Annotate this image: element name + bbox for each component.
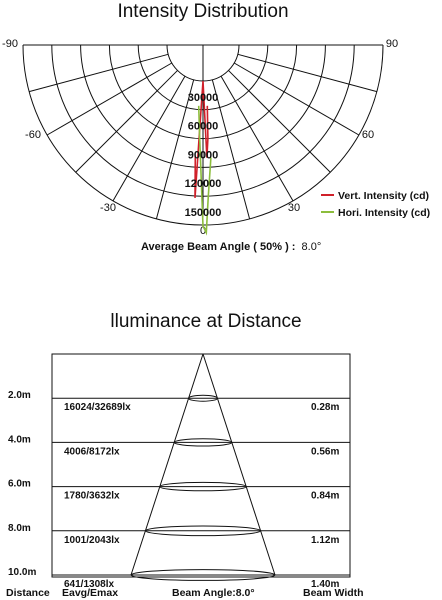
eavg-emax-value: 1001/2043lx — [64, 534, 120, 546]
illuminance-title: lluminance at Distance — [110, 311, 302, 332]
legend-label: Vert. Intensity (cd) — [338, 190, 430, 202]
angle-tick-label: 30 — [287, 202, 301, 214]
polar-grid — [23, 45, 383, 225]
cone-edges — [131, 354, 275, 575]
eavg-emax-value: 1780/3632lx — [64, 490, 120, 502]
distance-label: 2.0m — [8, 390, 31, 402]
radial-tick-label: 150000 — [184, 207, 222, 220]
distance-label: 4.0m — [8, 434, 31, 446]
angle-tick-label: -90 — [2, 38, 18, 50]
beam-cone — [131, 354, 275, 580]
beam-width-value: 0.28m — [311, 402, 340, 414]
polar-spoke — [238, 54, 377, 91]
beam-angle-value: 8.0° — [301, 241, 322, 253]
polar-spoke — [76, 70, 178, 172]
angle-tick-label: 0 — [199, 225, 207, 237]
radial-tick-label: 60000 — [187, 120, 219, 133]
angle-tick-label: 90 — [385, 38, 399, 50]
footer-distance: Distance — [6, 587, 50, 599]
eavg-emax-value: 16024/32689lx — [64, 402, 131, 414]
angle-tick-label: -30 — [100, 202, 116, 214]
footer-eavg-emax: Eavg/Emax — [62, 587, 119, 599]
radial-tick-label: 30000 — [187, 91, 219, 104]
beam-angle-label: Average Beam Angle ( 50% ) : — [141, 241, 296, 253]
footer-beam-width: Beam Width — [303, 587, 364, 599]
eavg-emax-value: 641/1308lx — [64, 579, 115, 590]
legend-label: Hori. Intensity (cd) — [338, 207, 431, 219]
radial-tick-label: 90000 — [187, 149, 219, 162]
distance-label: 8.0m — [8, 522, 31, 534]
beam-width-value: 0.84m — [311, 490, 340, 502]
radial-tick-label: 120000 — [184, 178, 222, 191]
beam-width-value: 0.56m — [311, 446, 340, 458]
beam-angle-caption — [141, 241, 321, 253]
polar-spoke — [29, 54, 168, 91]
polar-spoke — [228, 70, 330, 172]
angle-tick-label: 60 — [361, 129, 375, 141]
beam-width-value: 1.12m — [311, 534, 340, 546]
eavg-emax-value: 4006/8172lx — [64, 446, 120, 458]
angle-tick-label: -60 — [25, 129, 41, 141]
beam-width-value: 1.40m — [311, 579, 340, 590]
footer-beam-angle: Beam Angle:8.0° — [172, 587, 255, 599]
polar-legend — [321, 190, 430, 219]
distance-label: 6.0m — [8, 478, 31, 490]
distance-label: 10.0m — [8, 567, 37, 578]
polar-chart-title: Intensity Distribution — [117, 1, 289, 22]
